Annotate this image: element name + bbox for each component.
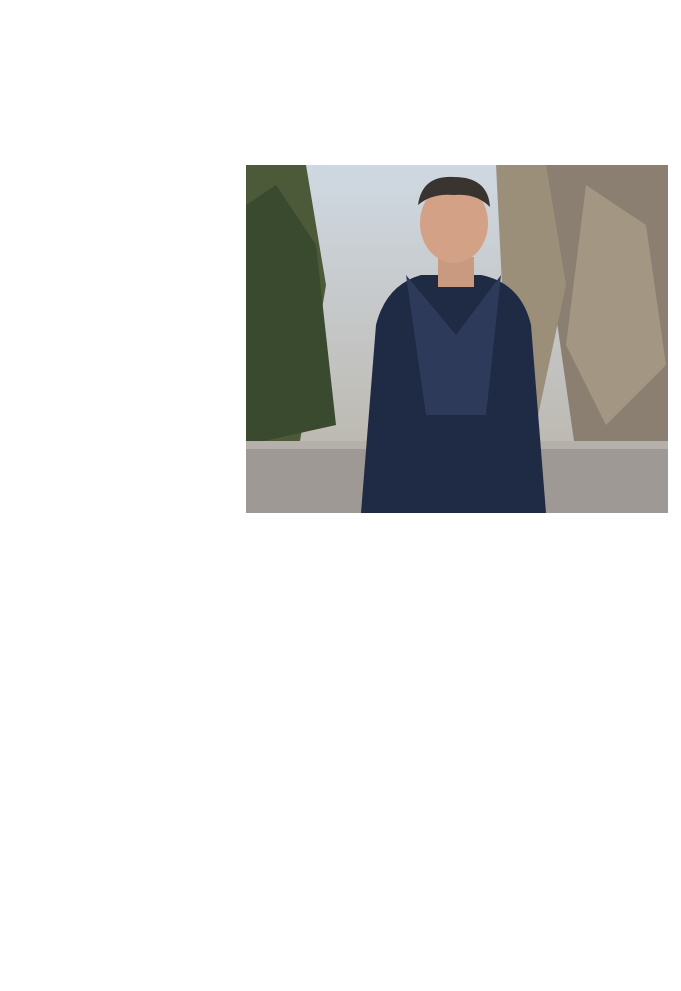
logo-year <box>160 146 232 212</box>
portrait-illustration <box>246 165 668 513</box>
portrait-photo <box>246 165 668 513</box>
elections-logo <box>22 152 232 214</box>
